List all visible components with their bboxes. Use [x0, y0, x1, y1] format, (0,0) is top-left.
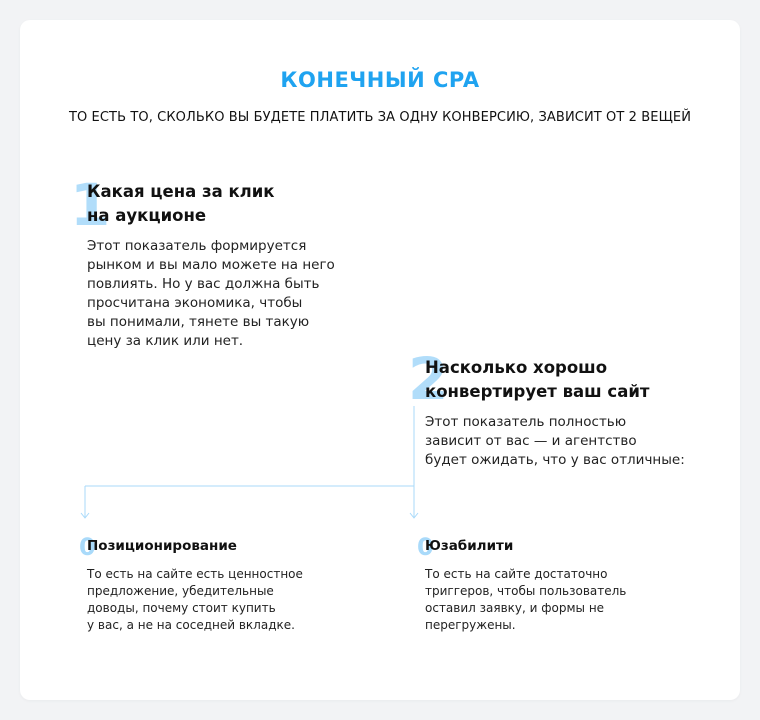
factor-2-text-line: зависит от вас — и агентство — [425, 433, 637, 449]
sub-factor-1-text-line: доводы, почему стоит купить — [87, 601, 276, 615]
factor-1-text-line: просчитана экономика, чтобы — [87, 295, 303, 311]
sub-factor-2-title: Юзабилити — [425, 538, 514, 554]
factor-1-text-line: вы понимали, тянете вы такую — [87, 314, 310, 330]
sub-factor-1-text-line: предложение, убедительные — [87, 584, 274, 598]
sub-factor-2-text — [425, 566, 626, 634]
factor-1-title-line-2: на аукционе — [87, 206, 207, 225]
factor-1-text-line: повлиять. Но у вас должна быть — [87, 276, 320, 292]
factor-1-number: 1 — [70, 171, 111, 239]
sub-factor-2-text-line: триггеров, чтобы пользователь — [425, 584, 627, 598]
sub-factor-1-marker: 0 — [79, 533, 96, 561]
factor-1-text-line: цену за клик или нет. — [87, 333, 244, 349]
factor-2-text-line: будет ожидать, что у вас отличные: — [425, 452, 685, 468]
sub-factor-1-text-line: у вас, а не на соседней вкладке. — [87, 618, 295, 632]
page-title: КОНЕЧНЫЙ CPA — [280, 68, 480, 92]
factor-2-text-line: Этот показатель полностью — [425, 414, 627, 430]
factor-1-text-line: рынком и вы мало можете на него — [87, 257, 335, 273]
factor-1-text-line: Этот показатель формируется — [87, 238, 307, 254]
factor-1-title-line-1: Какая цена за клик — [87, 182, 275, 201]
connector-group — [81, 406, 418, 518]
factor-2-title-line-2: конвертирует ваш сайт — [425, 382, 650, 401]
sub-factor-2-text-line: То есть на сайте достаточно — [425, 567, 608, 581]
sub-factor-1-text-line: То есть на сайте есть ценностное — [87, 567, 303, 581]
sub-factor-1-text — [87, 566, 303, 634]
factor-2-number: 2 — [408, 345, 449, 413]
page-subtitle: ТО ЕСТЬ ТО, СКОЛЬКО ВЫ БУДЕТЕ ПЛАТИТЬ ЗА ОДНУ КОНВЕРСИЮ, ЗАВИСИТ ОТ 2 ВЕЩЕЙ — [68, 110, 692, 125]
factor-2-title-line-1: Насколько хорошо — [425, 358, 608, 377]
sub-factor-1-title: Позиционирование — [87, 538, 237, 554]
sub-factor-2-text-line: оставил заявку, и формы не — [425, 601, 605, 615]
sub-factor-2-marker: 0 — [417, 533, 434, 561]
sub-factor-2-text-line: перегружены. — [425, 618, 516, 632]
